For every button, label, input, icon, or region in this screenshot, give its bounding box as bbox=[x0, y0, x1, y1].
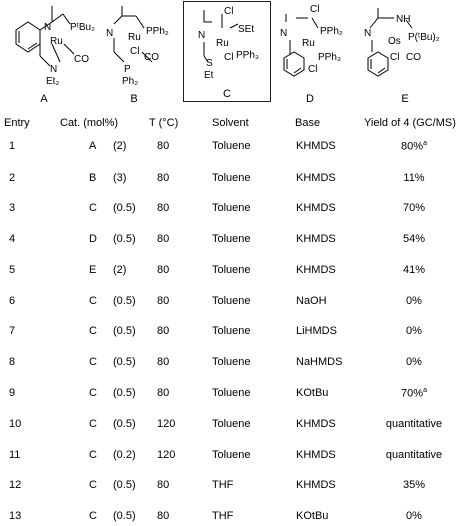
table-row bbox=[0, 449, 467, 465]
cell-solvent: Toluene bbox=[212, 325, 251, 337]
header-entry: Entry bbox=[4, 117, 30, 129]
s-c: S bbox=[206, 58, 213, 69]
cell-entry: 1 bbox=[9, 140, 16, 152]
table-row bbox=[0, 295, 467, 311]
cell-cat: A bbox=[89, 140, 97, 152]
cell-yield: 0% bbox=[406, 510, 422, 522]
p-bottom-b: P bbox=[124, 64, 131, 75]
cell-base: KHMDS bbox=[296, 140, 336, 152]
metal-d: Ru bbox=[302, 38, 315, 49]
cell-base: NaHMDS bbox=[296, 356, 343, 368]
cell-mol: (0.5) bbox=[113, 295, 136, 307]
cell-entry: 11 bbox=[9, 449, 21, 461]
cell-entry: 5 bbox=[9, 264, 16, 276]
cell-temp: 80 bbox=[157, 140, 170, 152]
cell-entry: 4 bbox=[9, 233, 16, 245]
cl-c: Cl bbox=[224, 52, 234, 63]
cell-yield: 35% bbox=[402, 479, 426, 491]
header-base: Base bbox=[295, 117, 321, 129]
cell-solvent: Toluene bbox=[212, 172, 251, 184]
cell-entry: 6 bbox=[9, 295, 16, 307]
cell-temp: 80 bbox=[157, 387, 170, 399]
cell-mol: (3) bbox=[113, 172, 127, 184]
catalyst-structure-d bbox=[274, 0, 354, 92]
cell-cat: C bbox=[89, 387, 97, 399]
amine-et-a: Et₂ bbox=[46, 76, 60, 87]
cell-base: KHMDS bbox=[296, 172, 336, 184]
cell-yield: 41% bbox=[402, 264, 426, 276]
cell-entry: 9 bbox=[9, 387, 16, 399]
p-ligand-b: PPh₂ bbox=[146, 26, 169, 37]
amine-n-a: N bbox=[50, 64, 58, 75]
table-row bbox=[0, 233, 467, 249]
label-b: B bbox=[130, 93, 138, 105]
cell-solvent: Toluene bbox=[212, 295, 251, 307]
cell-temp: 80 bbox=[157, 264, 170, 276]
cell-entry: 13 bbox=[9, 510, 22, 522]
cl-d: Cl bbox=[308, 64, 318, 75]
co-e: CO bbox=[406, 52, 421, 63]
cell-solvent: Toluene bbox=[212, 264, 251, 276]
cell-solvent: THF bbox=[212, 479, 234, 491]
cell-yield bbox=[380, 387, 448, 400]
cell-temp: 80 bbox=[157, 295, 170, 307]
cell-cat: C bbox=[89, 325, 97, 337]
n-ligand-a: N bbox=[44, 22, 52, 33]
cell-cat: B bbox=[89, 172, 97, 184]
cell-solvent: THF bbox=[212, 510, 234, 522]
cell-yield: 0% bbox=[406, 325, 422, 337]
cell-temp: 80 bbox=[157, 356, 170, 368]
cell-entry: 3 bbox=[9, 202, 16, 214]
table-row bbox=[0, 325, 467, 341]
cell-mol: (0.5) bbox=[113, 479, 136, 491]
header-temp: T (°C) bbox=[149, 117, 179, 129]
cell-base: KHMDS bbox=[296, 233, 336, 245]
n-ligand-b: N bbox=[106, 28, 114, 39]
cell-entry: 8 bbox=[9, 356, 16, 368]
n-ligand-c: N bbox=[198, 30, 206, 41]
cell-entry: 10 bbox=[9, 418, 22, 430]
cl-top-c: Cl bbox=[224, 6, 234, 17]
cell-temp: 80 bbox=[157, 172, 170, 184]
label-c: C bbox=[223, 88, 231, 100]
cell-solvent: Toluene bbox=[212, 418, 251, 430]
cell-entry: 7 bbox=[9, 325, 16, 337]
cell-temp: 80 bbox=[157, 233, 170, 245]
cell-base: KHMDS bbox=[296, 449, 336, 461]
cell-cat: C bbox=[89, 479, 97, 491]
cell-yield: quantitative bbox=[385, 449, 443, 461]
catalyst-structure-e bbox=[358, 0, 464, 92]
cell-base: NaOH bbox=[296, 295, 327, 307]
cell-base: KHMDS bbox=[296, 479, 336, 491]
cell-cat: C bbox=[89, 510, 97, 522]
cell-base: KOtBu bbox=[296, 510, 329, 522]
ph2-b: Ph₂ bbox=[122, 76, 139, 87]
cell-mol: (0.2) bbox=[113, 449, 136, 461]
co-b: CO bbox=[144, 52, 159, 63]
cell-base: KOtBu bbox=[296, 387, 329, 399]
cell-solvent: Toluene bbox=[212, 387, 251, 399]
et-c: Et bbox=[204, 70, 214, 81]
table-row bbox=[0, 172, 467, 188]
table-row bbox=[0, 140, 467, 156]
table-row bbox=[0, 202, 467, 218]
cell-mol: (0.5) bbox=[113, 387, 136, 399]
table-row bbox=[0, 356, 467, 372]
catalyst-structure-c bbox=[186, 0, 270, 92]
metal-c: Ru bbox=[216, 38, 229, 49]
cell-yield: quantitative bbox=[385, 418, 443, 430]
header-solvent: Solvent bbox=[212, 117, 249, 129]
cell-solvent: Toluene bbox=[212, 140, 251, 152]
header-cat: Cat. (mol%) bbox=[60, 117, 119, 129]
table-row bbox=[0, 510, 467, 526]
metal-b: Ru bbox=[128, 32, 141, 43]
cl-top-d: Cl bbox=[310, 4, 320, 15]
cell-mol: (0.5) bbox=[113, 325, 136, 337]
cell-yield: 54% bbox=[402, 233, 426, 245]
n-ligand-d: N bbox=[280, 28, 288, 39]
yield-value: 80% bbox=[401, 140, 424, 153]
p-ligand-d: PPh₂ bbox=[320, 26, 343, 37]
cell-yield: 0% bbox=[406, 295, 422, 307]
pph3-c: PPh₃ bbox=[236, 50, 259, 61]
label-a: A bbox=[40, 93, 48, 105]
table-row bbox=[0, 387, 467, 403]
cell-yield bbox=[380, 140, 448, 153]
cell-temp: 120 bbox=[157, 449, 176, 461]
cell-cat: D bbox=[89, 233, 97, 245]
cell-yield: 0% bbox=[406, 356, 422, 368]
table-row bbox=[0, 264, 467, 280]
cell-cat: C bbox=[89, 418, 97, 430]
cell-solvent: Toluene bbox=[212, 449, 251, 461]
cell-mol: (0.5) bbox=[113, 202, 136, 214]
catalyst-structure-b bbox=[100, 0, 180, 92]
cell-base: LiHMDS bbox=[296, 325, 337, 337]
p-ligand-a: PᵗBu₂ bbox=[70, 22, 95, 33]
pph3-d: PPh₃ bbox=[318, 52, 341, 63]
cell-cat: C bbox=[89, 356, 97, 368]
cell-yield: 70% bbox=[402, 202, 426, 214]
cell-mol: (2) bbox=[113, 264, 127, 276]
cell-solvent: Toluene bbox=[212, 356, 251, 368]
label-d: D bbox=[306, 93, 314, 105]
yield-value: 70% bbox=[401, 387, 424, 400]
cell-mol: (0.5) bbox=[113, 233, 136, 245]
cell-yield: 11% bbox=[403, 172, 425, 184]
cell-entry: 12 bbox=[9, 479, 22, 491]
cell-base: KHMDS bbox=[296, 264, 336, 276]
nh-e: NH bbox=[396, 14, 411, 25]
cell-temp: 80 bbox=[157, 202, 170, 214]
cell-cat: E bbox=[89, 264, 97, 276]
cl-e: Cl bbox=[390, 52, 400, 63]
cell-cat: C bbox=[89, 202, 97, 214]
cell-mol: (0.5) bbox=[113, 510, 136, 522]
cell-base: KHMDS bbox=[296, 418, 336, 430]
table-row bbox=[0, 479, 467, 495]
set-c: SEt bbox=[238, 24, 255, 35]
n-ligand-e: N bbox=[364, 28, 372, 39]
cell-entry: 2 bbox=[9, 172, 16, 184]
footnote-mark: a bbox=[423, 387, 427, 394]
cell-mol: (0.5) bbox=[113, 356, 136, 368]
cell-mol: (0.5) bbox=[113, 418, 136, 430]
header-yield: Yield of 4 (GC/MS) bbox=[364, 117, 456, 129]
p-ligand-e: P(ᵗBu)₂ bbox=[408, 32, 440, 43]
table-header bbox=[0, 117, 467, 133]
cell-solvent: Toluene bbox=[212, 202, 251, 214]
cell-base: KHMDS bbox=[296, 202, 336, 214]
cell-temp: 120 bbox=[157, 418, 176, 430]
cl-b: Cl bbox=[130, 46, 140, 57]
metal-e: Os bbox=[388, 36, 401, 47]
catalyst-structure-a bbox=[8, 0, 98, 92]
label-e: E bbox=[401, 93, 409, 105]
cell-solvent: Toluene bbox=[212, 233, 251, 245]
cell-temp: 80 bbox=[157, 510, 170, 522]
cell-cat: C bbox=[89, 295, 97, 307]
table-row bbox=[0, 418, 467, 434]
cell-cat: C bbox=[89, 449, 97, 461]
co-a: CO bbox=[74, 54, 89, 65]
metal-a: Ru bbox=[50, 36, 63, 47]
footnote-mark: a bbox=[423, 140, 427, 147]
cell-temp: 80 bbox=[157, 325, 170, 337]
cell-temp: 80 bbox=[157, 479, 170, 491]
cell-mol: (2) bbox=[113, 140, 127, 152]
